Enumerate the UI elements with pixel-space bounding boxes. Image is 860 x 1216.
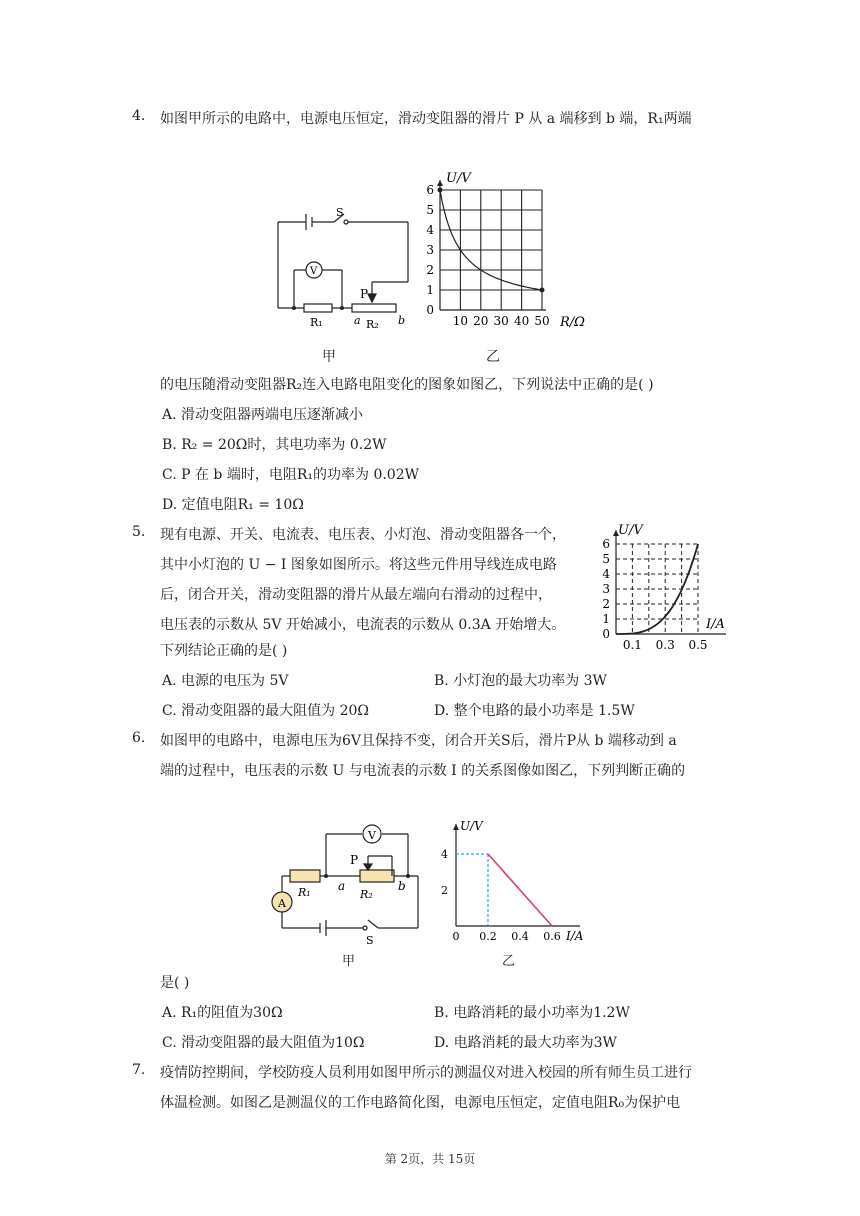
data-point (438, 188, 443, 193)
option-a: A. 电源的电压为 5V (162, 673, 289, 689)
question-stem: 疫情防控期间，学校防疫人员利用如图甲所示的测温仪对进入校园的所有师生员工进行 (160, 1065, 692, 1081)
end-b-label: b (398, 314, 406, 327)
x-axis-label: I/A (566, 929, 584, 943)
x-tick-label: 0.3 (655, 638, 675, 652)
question-stem-line: 下列结论正确的是( ) (160, 643, 288, 659)
question-number: 6. (132, 730, 146, 746)
option-c: C. 滑动变阻器的最大阻值为10Ω (162, 1035, 365, 1051)
option-a: A. 滑动变阻器两端电压逐渐减小 (162, 407, 364, 423)
end-a-label: a (354, 314, 361, 327)
switch-label: S (366, 934, 374, 947)
x-tick-label: 0.2 (479, 930, 497, 943)
data-line (488, 854, 552, 926)
end-b-label: b (398, 879, 406, 893)
y-tick-label: 4 (426, 223, 434, 237)
question-stem: 如图甲所示的电路中，电源电压恒定，滑动变阻器的滑片 P 从 a 端移到 b 端，R₁两端 (160, 111, 692, 127)
y-tick-label: 5 (602, 552, 610, 566)
r2-label: R₂ (366, 318, 379, 331)
question-stem: 体温检测。如图乙是测温仪的工作电路简化图，电源电压恒定，定值电阻R₀为保护电 (160, 1095, 681, 1111)
question-stem: 是( ) (160, 975, 190, 991)
x-tick-label: 30 (493, 314, 509, 328)
y-axis-arrow (453, 824, 459, 830)
question-number: 5. (132, 524, 146, 540)
y-axis-label: U/V (460, 819, 483, 833)
y-tick-label: 2 (441, 884, 448, 897)
circuit-diagram-q6 (262, 820, 432, 950)
question-stem-line: 现有电源、开关、电流表、电压表、小灯泡、滑动变阻器各一个， (160, 527, 566, 543)
y-axis-label: U/V (446, 171, 471, 186)
slider-label: P (350, 853, 359, 867)
option-c: C. 滑动变阻器的最大阻值为 20Ω (162, 703, 369, 719)
y-tick-label: 0 (426, 303, 434, 317)
y-tick-label: 3 (602, 582, 610, 596)
y-tick-label: 5 (426, 203, 434, 217)
y-tick-label: 6 (426, 183, 434, 197)
x-tick-label: 0.6 (543, 930, 561, 943)
question-stem: 如图甲的电路中，电源电压为6V且保持不变，闭合开关S后，滑片P从 b 端移动到 a (160, 733, 677, 749)
question-number: 7. (132, 1062, 146, 1078)
y-tick-label: 0 (602, 627, 610, 641)
figure-caption-b: 乙 (486, 349, 500, 365)
question-number: 4. (132, 108, 146, 124)
y-tick-label: 4 (441, 848, 448, 861)
y-tick-label: 1 (426, 283, 434, 297)
question-stem: 的电压随滑动变阻器R₂连入电路电阻变化的图象如图乙，下列说法中正确的是( ) (160, 377, 654, 393)
data-curve (616, 544, 698, 634)
y-tick-label: 3 (426, 243, 434, 257)
x-tick-label: 0.4 (511, 930, 529, 943)
option-b: B. R₂ = 20Ω时，其电功率为 0.2W (162, 437, 387, 453)
circuit-diagram-q4 (270, 198, 420, 338)
slider-label: P (360, 287, 369, 301)
y-tick-label: 2 (426, 263, 434, 277)
option-d: D. 定值电阻R₁ = 10Ω (162, 497, 304, 513)
question-stem-line: 其中小灯泡的 U − I 图象如图所示。将这些元件用导线连成电路 (160, 557, 557, 573)
y-tick-label: 4 (602, 567, 610, 581)
ammeter-label: A (278, 897, 286, 910)
r1-label: R₁ (310, 316, 323, 329)
page-footer: 第 2页，共 15页 (384, 1152, 476, 1166)
question-stem-line: 后，闭合开关，滑动变阻器的滑片从最左端向右滑动的过程中， (160, 587, 552, 603)
y-tick-label: 1 (602, 612, 610, 626)
figure-caption-a: 甲 (322, 349, 336, 365)
r2-label: R₂ (360, 888, 373, 901)
x-tick-label: 0.5 (688, 638, 708, 652)
option-c: C. P 在 b 端时，电阻R₁的功率为 0.02W (162, 467, 420, 483)
x-axis-label: R/Ω (560, 315, 585, 330)
y-tick-label: 6 (602, 537, 610, 551)
option-d: D. 整个电路的最小功率是 1.5W (434, 703, 635, 719)
switch-label: S (336, 206, 344, 219)
r1-label: R₁ (298, 886, 311, 899)
y-axis-label: U/V (618, 523, 643, 538)
chart-q5 (592, 518, 742, 658)
y-tick-label: 2 (602, 597, 610, 611)
x-axis-label: I/A (706, 617, 725, 632)
data-curve (440, 190, 542, 290)
x-tick-label: 0.1 (622, 638, 642, 652)
option-b: B. 电路消耗的最小功率为1.2W (434, 1005, 630, 1021)
question-stem: 端的过程中，电压表的示数 U 与电流表的示数 I 的关系图像如图乙，下列判断正确的 (160, 763, 686, 779)
x-tick-label: 10 (452, 314, 469, 328)
chart-q6 (436, 812, 596, 948)
y-axis-arrow (437, 180, 443, 186)
data-point (540, 288, 545, 293)
option-b: B. 小灯泡的最大功率为 3W (434, 673, 607, 689)
x-tick-label: 50 (534, 314, 550, 328)
figure-caption-a: 甲 (342, 954, 356, 969)
x-tick-label: 20 (473, 314, 489, 328)
x-tick-label: 0 (452, 930, 460, 943)
question-stem-line: 电压表的示数从 5V 开始减小，电流表的示数从 0.3A 开始增大。 (160, 617, 566, 633)
voltmeter-label: V (368, 829, 376, 842)
option-d: D. 电路消耗的最大功率为3W (434, 1035, 617, 1051)
chart-q4 (420, 168, 590, 338)
end-a-label: a (338, 879, 346, 893)
voltmeter-label: V (310, 266, 318, 277)
option-a: A. R₁的阻值为30Ω (162, 1005, 283, 1021)
figure-caption-b: 乙 (502, 954, 516, 969)
x-tick-label: 40 (513, 314, 530, 328)
